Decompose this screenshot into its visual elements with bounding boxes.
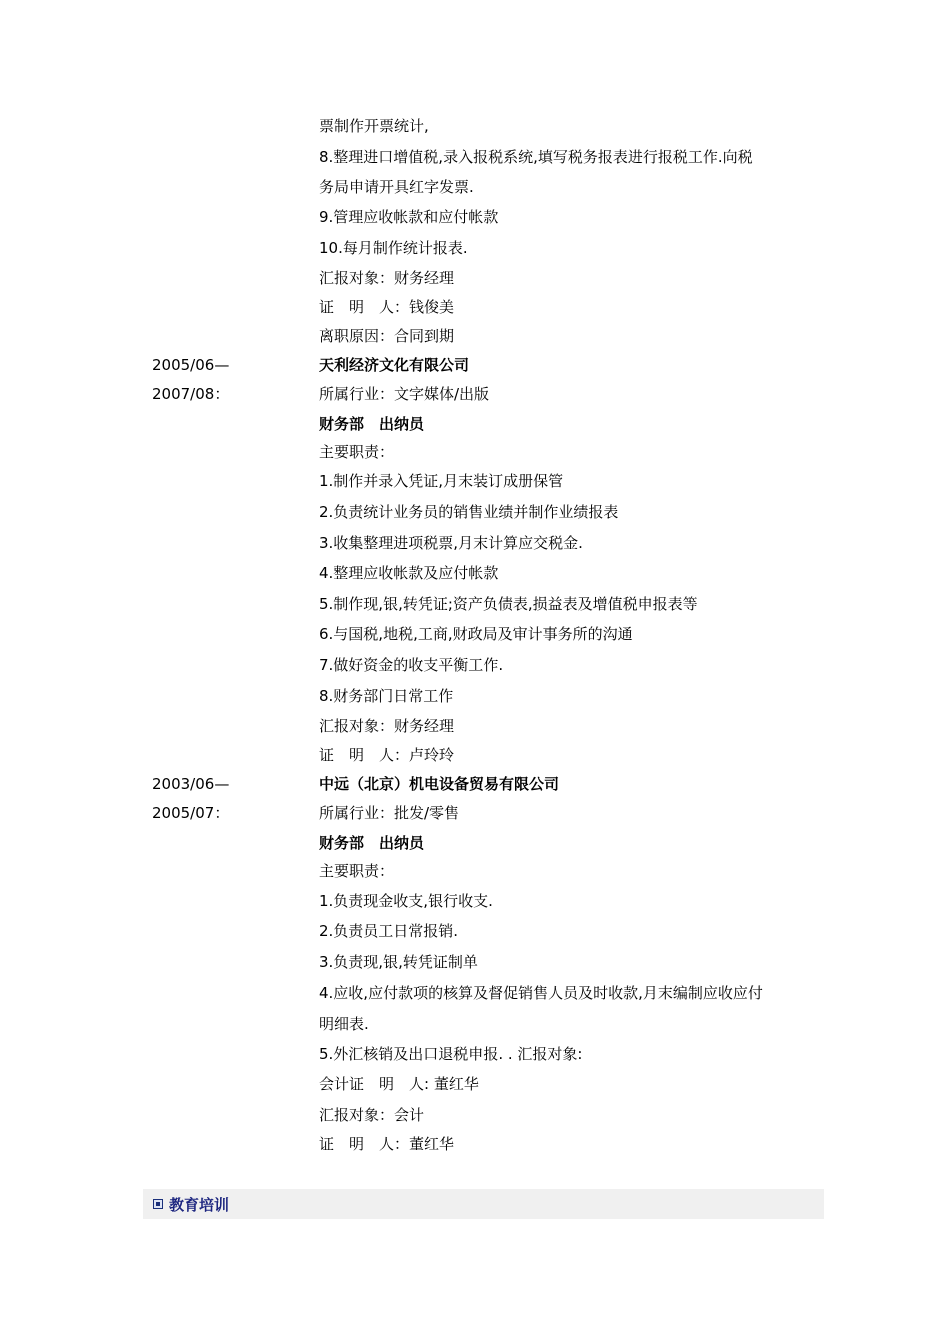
- duty-line: 9.管理应收帐款和应付帐款: [319, 208, 499, 226]
- duties-heading: 主要职责：: [319, 862, 395, 880]
- duty-line: 4.应收,应付款项的核算及督促销售人员及时收款,月末编制应收应付: [319, 984, 763, 1002]
- duty-line: 1.负责现金收支,银行收支.: [319, 892, 493, 910]
- duty-line: 2.负责统计业务员的销售业绩并制作业绩报表: [319, 503, 619, 521]
- reference: 会计证 明 人: 董红华: [319, 1075, 479, 1093]
- duty-line: 7.做好资金的收支平衡工作.: [319, 656, 504, 674]
- duty-line: 8.整理进口增值税,录入报税系统,填写税务报表进行报税工作.向税: [319, 148, 753, 166]
- duty-line: 3.收集整理进项税票,月末计算应交税金.: [319, 534, 583, 552]
- section-marker-icon: [153, 1199, 163, 1209]
- duty-line: 8.财务部门日常工作: [319, 687, 454, 705]
- period-start: 2003/06—: [152, 775, 230, 793]
- report-to: 汇报对象：财务经理: [319, 269, 455, 287]
- reference: 证 明 人：钱俊美: [319, 298, 455, 316]
- reference: 证 明 人：卢玲玲: [319, 746, 455, 764]
- duty-line: 3.负责现,银,转凭证制单: [319, 953, 478, 971]
- education-section-header: [143, 1189, 824, 1219]
- department-position: 财务部 出纳员: [319, 834, 425, 852]
- duty-line: 6.与国税,地税,工商,财政局及审计事务所的沟通: [319, 625, 633, 643]
- company-name: 天利经济文化有限公司: [319, 356, 470, 374]
- period-end: 2007/08：: [152, 385, 230, 403]
- leave-reason: 离职原因：合同到期: [319, 327, 455, 345]
- industry: 所属行业：批发/零售: [319, 804, 460, 822]
- period-end: 2005/07：: [152, 804, 230, 822]
- duty-line: 1.制作并录入凭证,月末装订成册保管: [319, 472, 564, 490]
- duty-line: 2.负责员工日常报销.: [319, 922, 459, 940]
- reference: 证 明 人：董红华: [319, 1135, 455, 1153]
- section-title: 教育培训: [169, 1195, 230, 1214]
- department-position: 财务部 出纳员: [319, 415, 425, 433]
- period-start: 2005/06—: [152, 356, 230, 374]
- industry: 所属行业：文字媒体/出版: [319, 385, 490, 403]
- report-to: 汇报对象：财务经理: [319, 717, 455, 735]
- duty-line: 明细表.: [319, 1015, 369, 1033]
- company-name: 中远（北京）机电设备贸易有限公司: [319, 775, 560, 793]
- report-to: 汇报对象：会计: [319, 1106, 425, 1124]
- duty-line: 票制作开票统计,: [319, 117, 429, 135]
- duties-heading: 主要职责：: [319, 443, 395, 461]
- duty-line: 10.每月制作统计报表.: [319, 239, 468, 257]
- duty-line: 4.整理应收帐款及应付帐款: [319, 564, 499, 582]
- duty-line: 5.外汇核销及出口退税申报. . 汇报对象:: [319, 1045, 583, 1063]
- duty-line: 5.制作现,银,转凭证;资产负债表,损益表及增值税申报表等: [319, 595, 698, 613]
- duty-line: 务局申请开具红字发票.: [319, 178, 474, 196]
